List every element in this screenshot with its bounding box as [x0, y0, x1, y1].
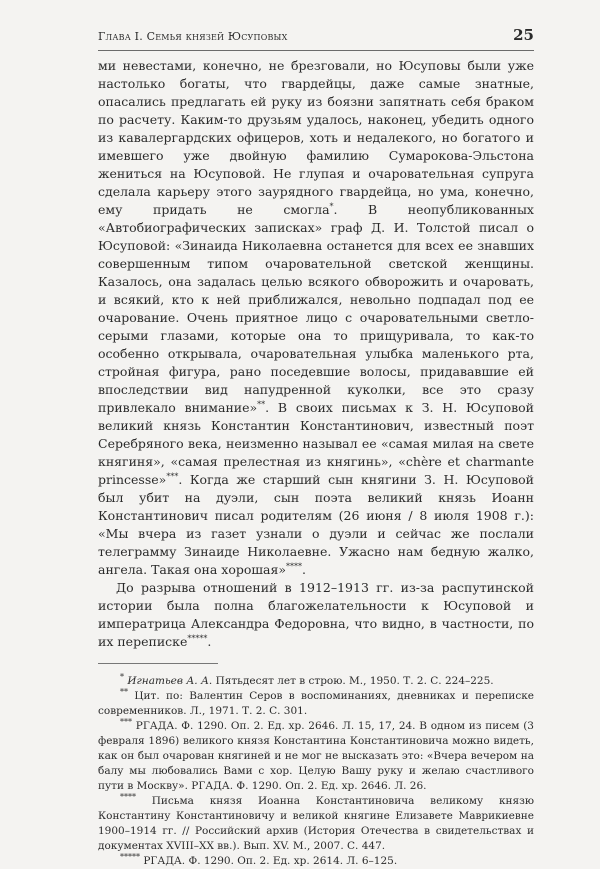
footnote-ref-3: ***	[166, 471, 179, 481]
footnote-1	[98, 674, 534, 689]
paragraph-1-text-e: .	[301, 562, 306, 577]
footnote-mark: ****	[120, 792, 136, 802]
paragraph-1-text-b: . В неопубликованных «Автобиографических записках» граф Д. И. Толстой писал о Юсуповой: «Зинаида Николаевна останется для всех ее знавших совершенным типом очаровательной светской женщины. Казалось, она задалась целью всякого обворожить и очаровать, и всякий, кто к ней приближался, невольно подпадал под ее очарование. Очень приятное лицо с очаровательными светло-серыми глазами, которые она то прищуривала, то как-то особенно открывала, очаровательная улыбка маленького рта, стройная фигура, рано поседевшие волосы, придававшие ей впоследствии вид напудренной куколки, все это сразу привлекало внимание»	[98, 202, 534, 415]
footnote-ref-5: *****	[187, 633, 208, 643]
paragraph-2-end: .	[207, 634, 212, 649]
paragraph-1-text: ми невестами, конечно, не брезговали, но Юсуповы были уже настолько богаты, что гвардейцы, даже самые знатные, опасались предлагать ей руку из боязни запятнать себя браком по расчету. Каким-то друзьям удалось, наконец, убедить одного из кавалергардских офицеров, хоть и недалекого, но богатого и имевшего уже двойную фамилию Сумарокова-Эльстона жениться на Юсуповой. Не глупая и очаровательная супруга сделала карьеру этого заурядного гвардейца, но ума, конечно, ему придать не смогла	[98, 58, 534, 217]
page-header	[98, 26, 534, 51]
running-head: Глава I. Семья князей Юсуповых	[98, 30, 288, 43]
footnote-mark: ***	[120, 717, 132, 727]
footnote-divider	[98, 663, 218, 664]
footnote-5	[98, 854, 534, 869]
footnote-text: Пятьдесят лет в строю. М., 1950. Т. 2. С. 224–225.	[212, 675, 494, 687]
footnote-text: РГАДА. Ф. 1290. Оп. 2. Ед. хр. 2614. Л. 6–125.	[143, 855, 398, 867]
footnote-3	[98, 719, 534, 794]
footnote-2	[98, 689, 534, 719]
paragraph-2-text: До разрыва отношений в 1912–1913 гг. из-за распутинской истории была полна благожелательности к Юсуповой и императрица Александра Федоровна, что видно, в частности, по их переписке	[98, 580, 534, 649]
footnote-text: РГАДА. Ф. 1290. Оп. 2. Ед. хр. 2646. Л. 15, 17, 24. В одном из писем (3 февраля 1896) великого князя Константина Константиновича можно видеть, как он был очарован княгиней и не мог не высказать это: «Вчера вечером на балу мы любовались Вами с хор. Целую Вашу руку и желаю счастливого пути в Москву». РГАДА. Ф. 1290. Оп. 2. Ед. хр. 2646. Л. 26.	[98, 720, 534, 792]
footnote-ref-4: ****	[285, 561, 302, 571]
footnote-mark: **	[120, 687, 128, 697]
paragraph-1-text-d: . Когда же старший сын княгини З. Н. Юсуповой был убит на дуэли, сын поэта великий князь Иоанн Константинович писал родителям (26 июня / 8 июля 1908 г.): «Мы вчера из газет узнали о дуэли и сейчас же послали телеграмму Зинаиде Николаевне. Ужасно нам бедную жалко, ангела. Такая она хорошая»	[98, 472, 534, 577]
footnote-text: Цит. по: Валентин Серов в воспоминаниях, дневниках и переписке современников. Л., 1971. Т. 2. С. 301.	[98, 690, 534, 717]
page-number: 25	[513, 26, 534, 44]
footnote-ref-1: *	[329, 201, 334, 211]
paragraph-1-text-c: . В своих письмах к З. Н. Юсуповой великий князь Константин Константинович, известный поэт Серебряного века, неизменно называл ее «самая милая на свете княгиня», «самая прелестная из княгинь», «chère et charmante princesse»	[98, 400, 534, 487]
paragraph-1	[98, 57, 534, 579]
footnote-mark: *****	[120, 852, 140, 862]
footnote-4	[98, 794, 534, 854]
paragraph-2	[98, 579, 534, 651]
footnotes	[98, 674, 534, 869]
footnote-text: Письма князя Иоанна Константиновича великому князю Константину Константиновичу и великой княгине Елизавете Маврикиевне 1900–1914 гг. // Российский архив (История Отечества в свидетельствах и документах XVIII–XX вв.). Вып. XV. М., 2007. С. 447.	[98, 795, 534, 852]
footnote-author: Игнатьев А. А.	[127, 675, 213, 687]
footnote-mark: *	[120, 672, 124, 682]
footnote-ref-2: **	[257, 399, 266, 409]
body-text	[98, 57, 534, 651]
